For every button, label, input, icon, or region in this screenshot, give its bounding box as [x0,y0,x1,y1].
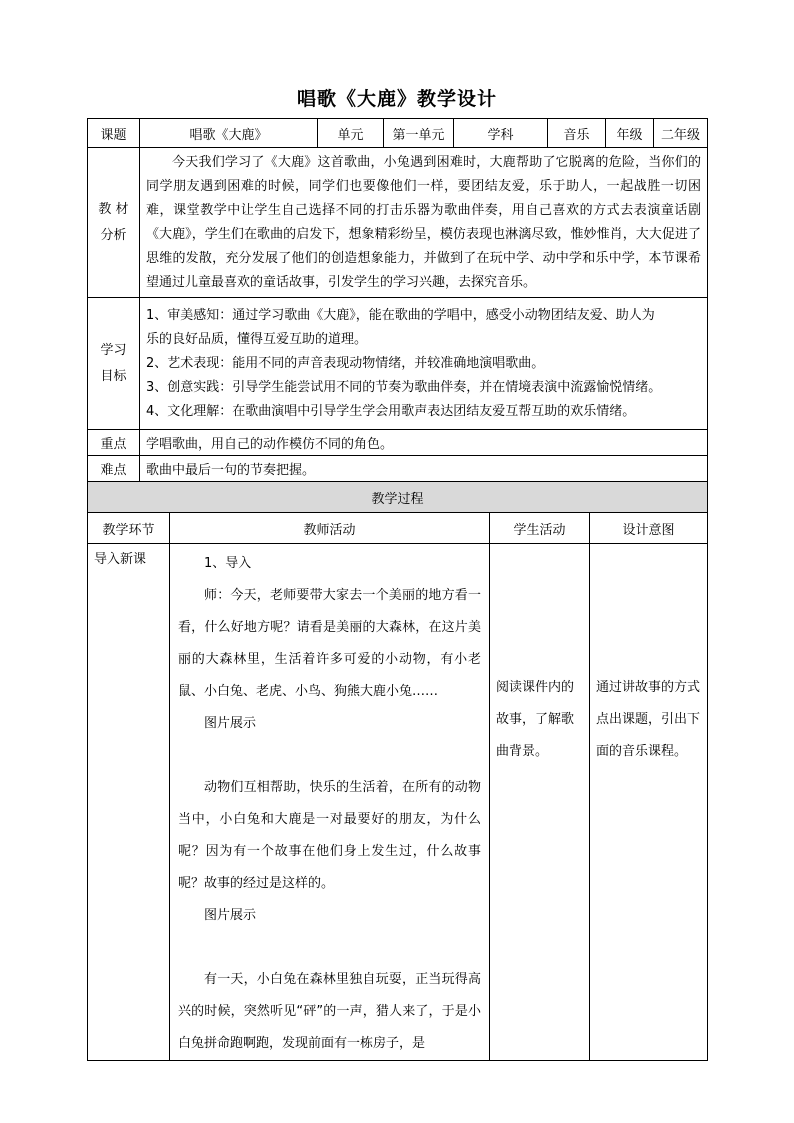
teacher-paragraph: 师：今天，老师要带大家去一个美丽的地方看一看，什么好地方呢？请看是美丽的大森林，在这片美丽的大森林里，生活着许多可爱的小动物，有小老鼠、小白兔、老虎、小鸟、狗熊大鹿小兔…… [178,588,481,699]
goal-item: 3、创意实践：引导学生能尝试用不同的节奏为歌曲伴奏，并在情境表演中流露愉悦情绪。 [146,379,662,395]
process-columns-row [88,513,708,544]
subject-value: 音乐 [548,119,606,148]
grade-value: 二年级 [654,119,708,148]
teacher-paragraph: 有一天，小白兔在森林里独自玩耍，正当玩得高兴的时候，突然听见“砰”的一声，猎人来了，于是小白兔拼命跑啊跑，发现前面有一栋房子，是 [178,972,481,1051]
process-row [88,544,708,1061]
process-table [87,481,708,1061]
col-header-teacher: 教师活动 [170,513,490,544]
col-header-student: 学生活动 [490,513,590,544]
goal-item: 4、文化理解：在歌曲演唱中引导学生学会用歌声表达团结友爱互帮互助的欢乐情绪。 [146,403,636,419]
topic-value: 唱歌《大鹿》 [140,119,318,148]
col-header-stage: 教学环节 [88,513,170,544]
unit-value: 第一单元 [384,119,454,148]
teacher-heading: 1、导入 [204,556,252,571]
analysis-row [88,148,708,298]
teacher-paragraph: 动物们互相帮助，快乐的生活着，在所有的动物当中，小白兔和大鹿是一对最要好的朋友，为什么呢？因为有一个故事在他们身上发生过，什么故事呢？故事的经过是这样的。 [178,780,481,891]
key-point-row [88,430,708,456]
goal-item: 1、审美感知：通过学习歌曲《大鹿》，能在歌曲的学唱中，感受小动物团结友爱、助人为 [146,307,655,323]
difficulty-text: 歌曲中最后一句的节奏把握。 [140,456,708,482]
goals-list [140,298,708,430]
process-header: 教学过程 [88,482,708,513]
grade-label: 年级 [606,119,654,148]
subject-label: 学科 [454,119,548,148]
page-title: 唱歌《大鹿》教学设计 [296,88,497,110]
goals-row [88,298,708,430]
topic-label: 课题 [88,119,140,148]
col-header-intent: 设计意图 [590,513,708,544]
picture-note: 图片展示 [204,716,257,731]
goal-item: 2、艺术表现：能用不同的声音表现动物情绪，并较准确地演唱歌曲。 [146,355,545,371]
unit-label: 单元 [318,119,384,148]
picture-note: 图片展示 [204,908,257,923]
process-header-row [88,482,708,513]
student-activity: 阅读课件内的故事，了解歌曲背景。 [490,544,590,1061]
analysis-text: 今天我们学习了《大鹿》这首歌曲，小兔遇到困难时，大鹿帮助了它脱离的危险，当你们的同学朋友遇到困难的时候，同学们也要像他们一样，要团结友爱，乐于助人，一起战胜一切困难，课堂教学中让学生自己选择不同的打击乐器为歌曲伴奏，用自己喜欢的方式去表演童话剧《大鹿》，学生们在歌曲的启发下，想象精彩纷呈，模仿表现也淋漓尽致，惟妙惟肖，大大促进了思维的发散，充分发展了他们的创造想象能力，并做到了在玩中学、动中学和乐中学，本节课希望通过儿童最喜欢的童话故事，引发学生的学习兴趣，去探究音乐。 [140,148,708,298]
goals-label: 学习 目标 [88,298,140,430]
info-row [88,119,708,148]
difficulty-label: 难点 [88,456,140,482]
teacher-activity [170,544,490,1061]
analysis-label: 教 材 分析 [88,148,140,298]
difficulty-row [88,456,708,482]
key-point-label: 重点 [88,430,140,456]
goal-item: 乐的良好品质，懂得互爱互助的道理。 [146,331,368,347]
info-table [87,118,708,482]
key-point-text: 学唱歌曲，用自己的动作模仿不同的角色。 [140,430,708,456]
stage-cell: 导入新课 [88,544,170,1061]
design-intent: 通过讲故事的方式点出课题，引出下面的音乐课程。 [590,544,708,1061]
